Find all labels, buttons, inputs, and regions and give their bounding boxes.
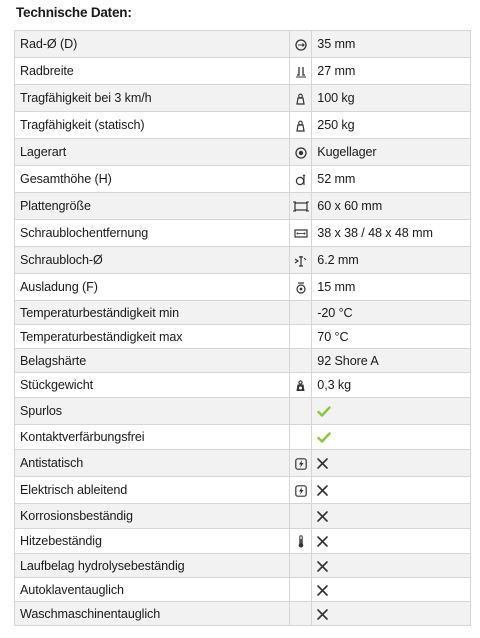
spec-row (15, 450, 471, 477)
spec-icon-cell (290, 349, 312, 373)
spec-row (15, 247, 471, 274)
spec-value-cell (312, 578, 471, 602)
cross-icon (317, 458, 328, 469)
spec-row (15, 139, 471, 166)
spec-icon-cell (290, 325, 312, 349)
spec-row (15, 58, 471, 85)
spec-label: Belagshärte (15, 349, 290, 373)
spec-row (15, 349, 471, 373)
spec-value: 15 mm (312, 274, 471, 301)
section-title: Technische Daten: (16, 5, 132, 20)
spec-value: 250 kg (312, 112, 471, 139)
lightning-icon (295, 485, 307, 497)
spec-label: Autoklaventauglich (15, 578, 290, 602)
total-height-icon (295, 174, 307, 186)
spec-icon-cell (290, 139, 312, 166)
spec-label: Plattengröße (15, 193, 290, 220)
spec-icon-cell (290, 398, 312, 425)
spec-icon-cell (290, 529, 312, 554)
spec-icon-cell (290, 301, 312, 325)
spec-row (15, 477, 471, 504)
spec-label: Antistatisch (15, 450, 290, 477)
spec-icon-cell (290, 112, 312, 139)
spec-row (15, 31, 471, 58)
spec-label: Korrosionsbeständig (15, 504, 290, 529)
spec-value: 92 Shore A (312, 349, 471, 373)
spec-value-cell (312, 529, 471, 554)
spec-icon-cell (290, 450, 312, 477)
spec-row (15, 554, 471, 578)
spec-value: 0,3 kg (312, 373, 471, 398)
spec-row (15, 220, 471, 247)
spec-label: Gesamthöhe (H) (15, 166, 290, 193)
spec-row (15, 112, 471, 139)
plate-size-icon (293, 201, 309, 212)
spec-value: 100 kg (312, 85, 471, 112)
spec-row (15, 193, 471, 220)
hole-spacing-icon (293, 228, 309, 239)
spec-label: Temperaturbeständigkeit max (15, 325, 290, 349)
spec-icon-cell (290, 85, 312, 112)
spec-row (15, 398, 471, 425)
spec-value: -20 °C (312, 301, 471, 325)
spec-row (15, 373, 471, 398)
cross-icon (317, 485, 328, 496)
spec-icon-cell (290, 193, 312, 220)
spec-label: Laufbelag hydrolysebeständig (15, 554, 290, 578)
check-icon (317, 406, 331, 417)
spec-label: Ausladung (F) (15, 274, 290, 301)
spec-icon-cell (290, 578, 312, 602)
spec-label: Spurlos (15, 398, 290, 425)
wheel-diameter-icon (295, 39, 307, 51)
spec-value-cell (312, 504, 471, 529)
spec-row (15, 166, 471, 193)
cross-icon (317, 536, 328, 547)
spec-value-cell (312, 477, 471, 504)
spec-table (14, 30, 471, 626)
spec-label: Rad-Ø (D) (15, 31, 290, 58)
spec-icon-cell (290, 554, 312, 578)
spec-label: Schraubloch-Ø (15, 247, 290, 274)
wheel-width-icon (295, 66, 307, 78)
spec-row (15, 425, 471, 450)
spec-value: 35 mm (312, 31, 471, 58)
spec-label: Temperaturbeständigkeit min (15, 301, 290, 325)
spec-value: 6.2 mm (312, 247, 471, 274)
spec-value: 52 mm (312, 166, 471, 193)
cross-icon (317, 585, 328, 596)
spec-icon-cell (290, 31, 312, 58)
spec-row (15, 578, 471, 602)
spec-row (15, 602, 471, 626)
spec-row (15, 85, 471, 112)
weight-icon (295, 93, 306, 105)
spec-row (15, 301, 471, 325)
weight-icon (295, 120, 306, 132)
spec-value-cell (312, 602, 471, 626)
spec-row (15, 274, 471, 301)
spec-label: Radbreite (15, 58, 290, 85)
cross-icon (317, 511, 328, 522)
cross-icon (317, 561, 328, 572)
spec-value-cell (312, 425, 471, 450)
bearing-icon (295, 147, 307, 159)
spec-label: Elektrisch ableitend (15, 477, 290, 504)
spec-value: 38 x 38 / 48 x 48 mm (312, 220, 471, 247)
spec-icon-cell (290, 58, 312, 85)
spec-label: Kontaktverfärbungsfrei (15, 425, 290, 450)
spec-value-cell (312, 554, 471, 578)
spec-label: Schraublochentfernung (15, 220, 290, 247)
spec-value-cell (312, 450, 471, 477)
spec-label: Tragfähigkeit (statisch) (15, 112, 290, 139)
offset-icon (295, 282, 307, 294)
spec-value: 27 mm (312, 58, 471, 85)
spec-icon-cell (290, 477, 312, 504)
spec-value: 70 °C (312, 325, 471, 349)
cross-icon (317, 609, 328, 620)
spec-icon-cell (290, 425, 312, 450)
spec-value: 60 x 60 mm (312, 193, 471, 220)
spec-icon-cell (290, 602, 312, 626)
spec-label: Waschmaschinentauglich (15, 602, 290, 626)
lightning-icon (295, 458, 307, 470)
spec-label: Hitzebeständig (15, 529, 290, 554)
spec-icon-cell (290, 373, 312, 398)
spec-icon-cell (290, 220, 312, 247)
spec-row (15, 529, 471, 554)
spec-label: Tragfähigkeit bei 3 km/h (15, 85, 290, 112)
spec-icon-cell (290, 504, 312, 529)
spec-row (15, 504, 471, 529)
bolt-hole-icon (294, 255, 307, 267)
spec-icon-cell (290, 166, 312, 193)
spec-icon-cell (290, 274, 312, 301)
piece-weight-icon (295, 380, 306, 392)
thermometer-icon (297, 535, 305, 548)
spec-value-cell (312, 398, 471, 425)
spec-row (15, 325, 471, 349)
spec-label: Lagerart (15, 139, 290, 166)
spec-icon-cell (290, 247, 312, 274)
spec-label: Stückgewicht (15, 373, 290, 398)
check-icon (317, 432, 331, 443)
spec-value: Kugellager (312, 139, 471, 166)
